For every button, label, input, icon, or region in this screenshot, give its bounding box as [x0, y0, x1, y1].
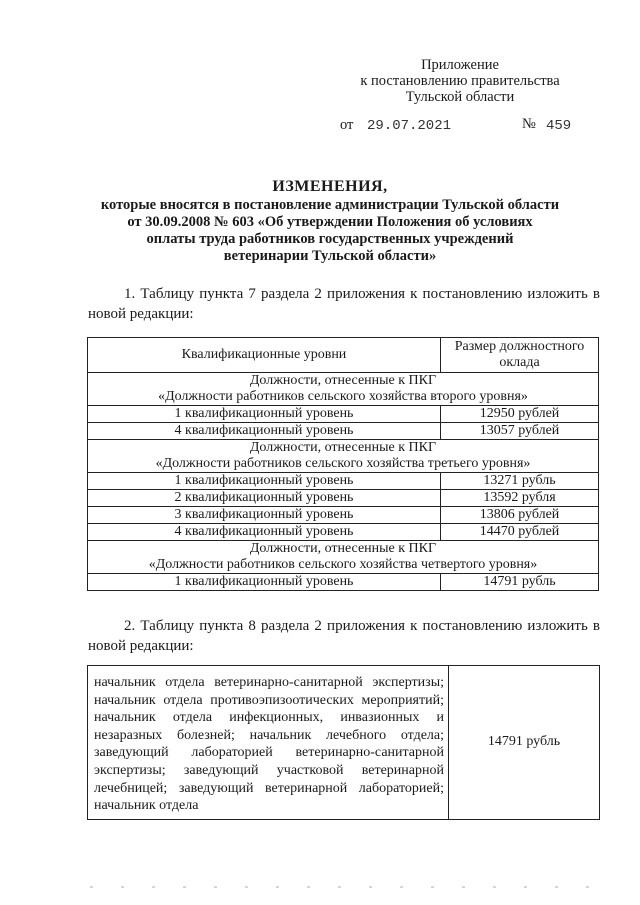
table-row — [88, 473, 599, 490]
number-value: 459 — [546, 118, 572, 134]
subtitle-line-4: ветеринарии Тульской области» — [223, 248, 437, 264]
group-title-line-2: «Должности работников сельского хозяйства четвертого уровня» — [148, 557, 538, 572]
group-title — [88, 440, 599, 473]
paragraph-1: 1. Таблицу пункта 7 раздела 2 приложения к постановлению изложить в новой редакции: — [88, 286, 600, 322]
salary-cell: 14470 рублей — [441, 524, 599, 541]
appendix-line-3: Тульской области — [405, 89, 515, 105]
level-cell: 1 квалификационный уровень — [88, 473, 441, 490]
level-cell: 1 квалификационный уровень — [88, 574, 441, 591]
paragraph-2: 2. Таблицу пункта 8 раздела 2 приложения к постановлению изложить в новой редакции: — [88, 618, 600, 654]
appendix-line-2: к постановлению правительства — [360, 73, 560, 89]
salary-cell: 13806 рублей — [441, 507, 599, 524]
date-value: 29.07.2021 — [367, 118, 452, 134]
document-subtitle — [60, 197, 600, 265]
group-title — [88, 541, 599, 574]
salary-cell: 14791 рубль — [441, 574, 599, 591]
header-qualification-levels: Квалификационные уровни — [88, 338, 441, 373]
salary-cell: 13592 рубля — [441, 490, 599, 507]
appendix-header — [330, 57, 590, 105]
subtitle-line-2: от 30.09.2008 № 603 «Об утверждении Положения об условиях — [127, 214, 533, 230]
group-header-row — [88, 541, 599, 574]
group-title-line-1: Должности, отнесенные к ПКГ — [249, 541, 437, 556]
positions-description-cell: начальник отдела ветеринарно-санитарной экспертизы; начальник отдела противоэпизоотических мероприятий; начальник отдела инфекционных, инвазионных и незаразных болезней; начальник лечебного отдела; заведующий лабораторией ветеринарно-санитарной экспертизы; заведующий участковой ветеринарной лечебницей; заведующий ветеринарной лабораторией; начальник отдела — [88, 666, 449, 820]
subtitle-line-1: которые вносятся в постановление администрации Тульской области — [100, 197, 560, 213]
salary-table-2 — [87, 665, 600, 820]
table-row — [88, 524, 599, 541]
group-title-line-2: «Должности работников сельского хозяйства третьего уровня» — [155, 456, 531, 471]
level-cell: 2 квалификационный уровень — [88, 490, 441, 507]
level-cell: 1 квалификационный уровень — [88, 406, 441, 423]
table-row — [88, 423, 599, 440]
header-salary-size: Размер должностного оклада — [441, 338, 599, 373]
salary-table-1 — [87, 337, 599, 591]
number-prefix: № — [522, 116, 536, 132]
level-cell: 4 квалификационный уровень — [88, 524, 441, 541]
table-row — [88, 666, 600, 820]
appendix-line-1: Приложение — [421, 57, 499, 73]
table-row — [88, 507, 599, 524]
table-row — [88, 490, 599, 507]
table-row — [88, 574, 599, 591]
salary-cell: 14791 рубль — [449, 666, 600, 820]
group-title-line-1: Должности, отнесенные к ПКГ — [249, 373, 437, 388]
level-cell: 4 квалификационный уровень — [88, 423, 441, 440]
group-header-row — [88, 440, 599, 473]
salary-cell: 13271 рубль — [441, 473, 599, 490]
group-title-line-2: «Должности работников сельского хозяйства второго уровня» — [158, 389, 528, 404]
salary-cell: 12950 рублей — [441, 406, 599, 423]
group-title-line-1: Должности, отнесенные к ПКГ — [249, 440, 437, 455]
table-row — [88, 406, 599, 423]
table-header-row — [88, 338, 599, 373]
subtitle-line-3: оплаты труда работников государственных учреждений — [146, 231, 514, 247]
date-prefix: от — [340, 117, 354, 133]
level-cell: 3 квалификационный уровень — [88, 507, 441, 524]
scan-artifact-line — [90, 886, 590, 888]
group-header-row — [88, 373, 599, 406]
salary-cell: 13057 рублей — [441, 423, 599, 440]
document-heading: ИЗМЕНЕНИЯ, — [272, 178, 388, 195]
group-title — [88, 373, 599, 406]
